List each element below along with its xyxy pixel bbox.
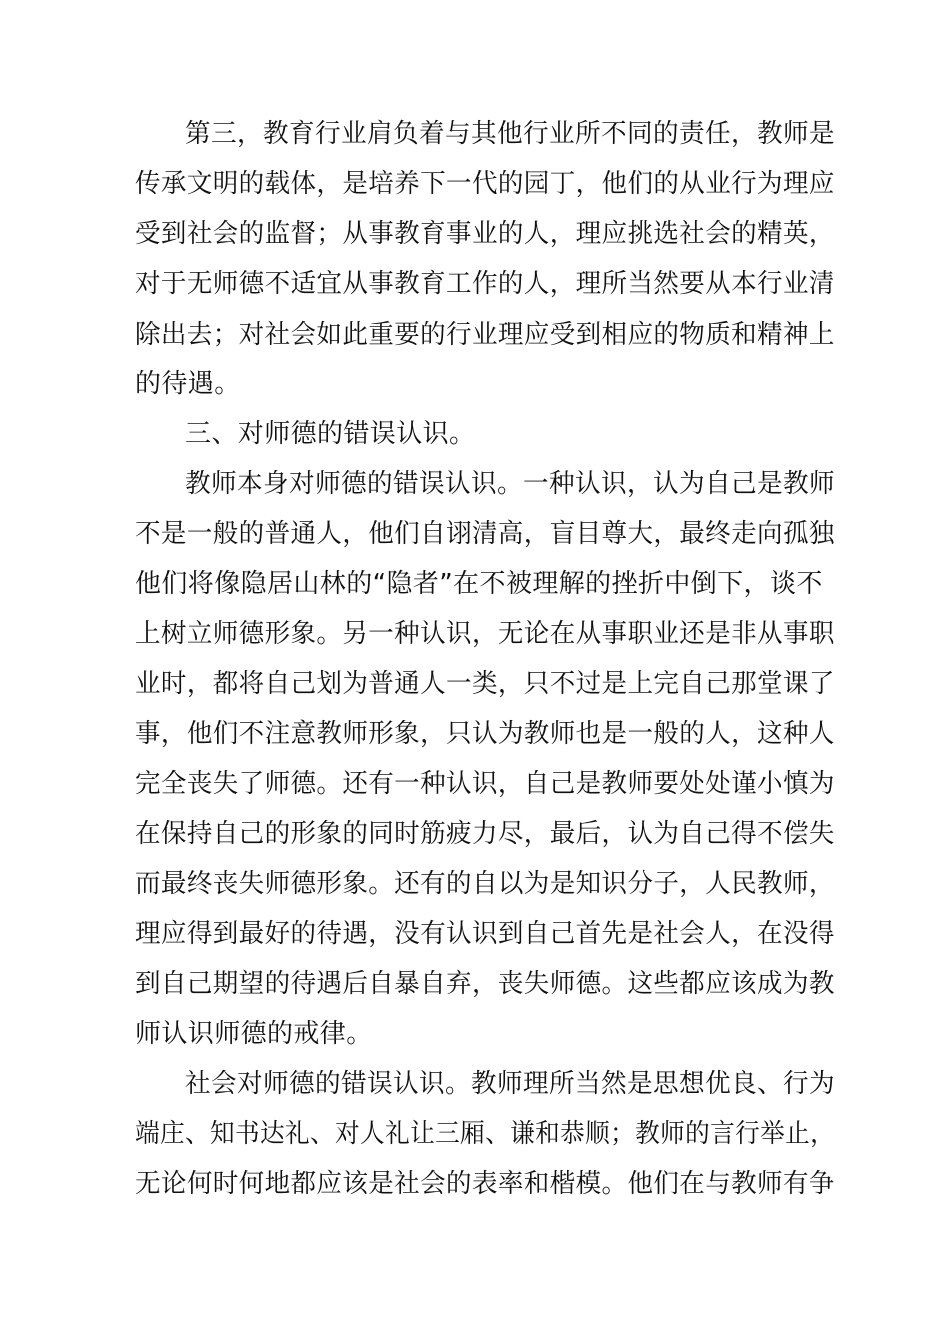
paragraph-line: 到自己期望的待遇后自暴自弃，丧失师德。这些都应该成为教 [135, 969, 835, 999]
paragraph-line: 对于无师德不适宜从事教育工作的人，理所当然要从本行业清 [135, 269, 835, 299]
paragraph-line: 的待遇。 [135, 369, 241, 399]
paragraph-line: 传承文明的载体，是培养下一代的园丁，他们的从业行为理应 [135, 169, 835, 199]
paragraph-line: 师认识师德的戒律。 [135, 1019, 373, 1049]
paragraph-line: 教师本身对师德的错误认识。一种认识，认为自己是教师 [185, 469, 836, 499]
paragraph-line: 在保持自己的形象的同时筋疲力尽，最后，认为自己得不偿失 [135, 819, 835, 849]
paragraph-line: 业时，都将自己划为普通人一类，只不过是上完自己那堂课了 [135, 669, 835, 699]
paragraph-line: 第三，教育行业肩负着与其他行业所不同的责任，教师是 [185, 119, 836, 149]
paragraph-line: 他们将像隐居山林的“隐者”在不被理解的挫折中倒下，谈不 [135, 569, 823, 599]
paragraph-line: 而最终丧失师德形象。还有的自以为是知识分子，人民教师， [135, 869, 835, 899]
paragraph-line: 理应得到最好的待遇，没有认识到自己首先是社会人，在没得 [135, 919, 835, 949]
section-heading: 三、对师德的错误认识。 [185, 419, 476, 449]
paragraph-line: 社会对师德的错误认识。教师理所当然是思想优良、行为 [185, 1069, 836, 1099]
paragraph-line: 无论何时何地都应该是社会的表率和楷模。他们在与教师有争 [135, 1169, 835, 1199]
paragraph-line: 完全丧失了师德。还有一种认识，自己是教师要处处谨小慎为 [135, 769, 835, 799]
paragraph-line: 上树立师德形象。另一种认识，无论在从事职业还是非从事职 [135, 619, 835, 649]
paragraph-line: 端庄、知书达礼、对人礼让三厢、谦和恭顺；教师的言行举止， [135, 1119, 836, 1149]
paragraph-line: 除出去；对社会如此重要的行业理应受到相应的物质和精神上 [135, 320, 835, 350]
paragraph-line: 不是一般的普通人，他们自诩清高，盲目尊大，最终走向孤独 [135, 519, 835, 549]
paragraph-line: 事，他们不注意教师形象，只认为教师也是一般的人，这种人 [135, 719, 835, 749]
paragraph-line: 受到社会的监督；从事教育事业的人，理应挑选社会的精英， [135, 219, 835, 249]
